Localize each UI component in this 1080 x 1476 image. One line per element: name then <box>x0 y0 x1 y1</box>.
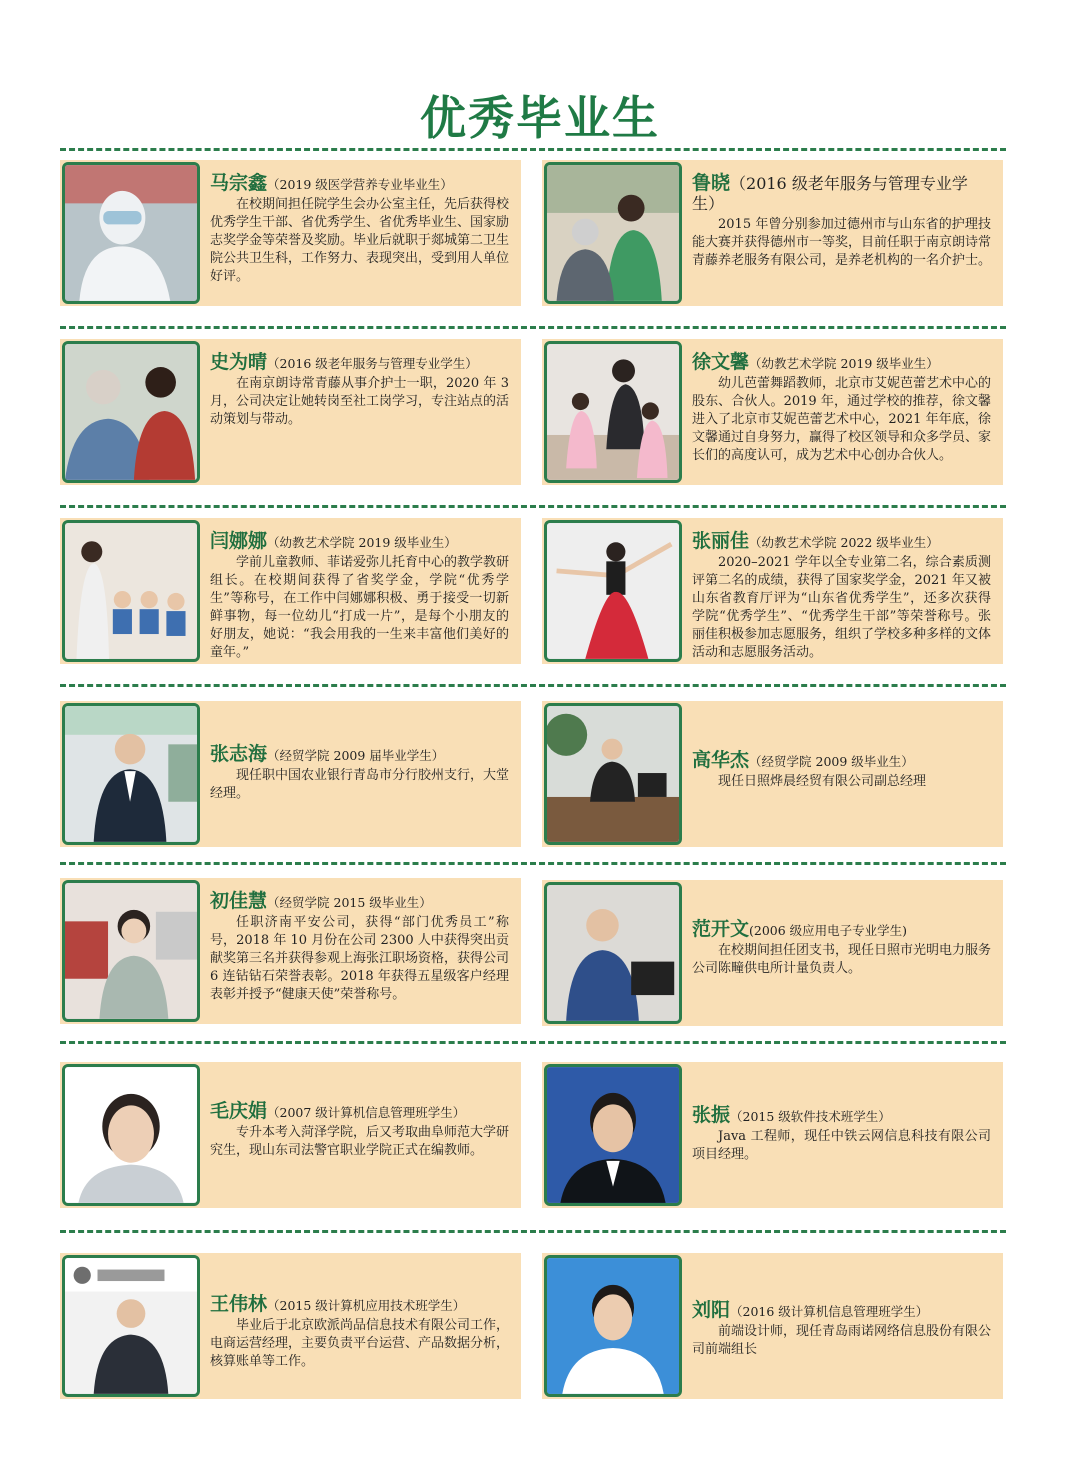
graduate-dept: （经贸学院 2015 级毕业生） <box>267 895 432 910</box>
graduate-name: 鲁晓 <box>692 172 731 194</box>
graduate-desc: Java 工程师，现任中铁云网信息科技有限公司项目经理。 <box>692 1129 991 1162</box>
graduate-dept: (2006 级应用电子专业学生) <box>749 923 908 938</box>
graduate-desc: 现任职中国农业银行青岛市分行胶州支行，大堂经理。 <box>210 768 510 801</box>
graduate-dept: （经贸学院 2009 届毕业学生） <box>267 748 445 763</box>
graduate-dept: （2016 级老年服务与管理专业学生） <box>692 174 968 213</box>
graduate-name: 张丽佳 <box>692 530 750 552</box>
graduate-desc: 在南京朗诗常青藤从事介护士一职，2020 年 3 月，公司决定让她转岗至社工岗学习，专注站点的活动策划与带动。 <box>210 376 510 427</box>
graduate-name: 初佳慧 <box>210 890 268 912</box>
graduate-card <box>542 1062 1003 1208</box>
graduate-card <box>542 701 1003 847</box>
graduate-desc: 2015 年曾分别参加过德州市与山东省的护理技能大赛并获得德州市一等奖，目前任职于南京朗诗常青藤养老服务有限公司，是养老机构的一名介护士。 <box>692 217 992 268</box>
graduate-dept: （2019 级医学营养专业毕业生） <box>267 177 453 192</box>
graduate-name: 张振 <box>692 1104 731 1126</box>
graduate-photo <box>544 1064 682 1206</box>
graduate-card <box>60 160 521 306</box>
graduate-desc: 前端设计师，现任青岛雨诺网络信息股份有限公司前端组长 <box>692 1324 992 1357</box>
graduate-card <box>60 1253 521 1399</box>
graduate-dept: （2015 级软件技术班学生） <box>730 1109 891 1124</box>
graduate-photo <box>62 162 200 304</box>
graduate-photo <box>544 341 682 483</box>
graduate-desc: 专升本考入菏泽学院，后又考取曲阜师范大学研究生，现山东司法警官职业学院正式在编教师。 <box>210 1125 510 1158</box>
graduate-card <box>60 878 521 1024</box>
graduate-card <box>542 880 1003 1026</box>
graduate-photo <box>62 1064 200 1206</box>
graduate-card <box>542 1253 1003 1399</box>
graduate-photo <box>62 703 200 845</box>
graduate-name: 毛庆娟 <box>210 1100 268 1122</box>
graduate-dept: （幼教艺术学院 2022 级毕业生） <box>749 535 939 550</box>
graduate-name: 徐文馨 <box>692 351 750 373</box>
graduate-photo <box>62 520 200 662</box>
graduate-dept: （2015 级计算机应用技术班学生） <box>267 1298 466 1313</box>
graduate-card <box>60 1062 521 1208</box>
graduate-card <box>60 701 521 847</box>
graduate-name: 闫娜娜 <box>210 530 268 552</box>
graduate-card <box>542 518 1003 664</box>
graduate-photo <box>544 1255 682 1397</box>
graduate-photo <box>62 341 200 483</box>
graduate-card <box>542 160 1003 306</box>
section-divider <box>60 505 1006 508</box>
section-divider <box>60 684 1006 687</box>
graduate-photo <box>544 520 682 662</box>
section-divider <box>60 148 1006 151</box>
graduate-name: 张志海 <box>210 743 268 765</box>
graduate-card <box>60 518 521 664</box>
graduate-photo <box>544 882 682 1024</box>
graduate-dept: （经贸学院 2009 级毕业生） <box>749 754 914 769</box>
graduate-name: 马宗鑫 <box>210 172 268 194</box>
graduate-photo <box>544 703 682 845</box>
graduate-desc: 学前儿童教师、菲诺爱弥儿托育中心的教学教研组长。在校期间获得了省奖学金，学院“优秀学生”等称号，在工作中闫娜娜积极、勇于接受一切新鲜事物，每一位幼儿“打成一片”，是每个小朋友的好朋友，她说：“我会用我的一生来丰富他们美好的童年。” <box>210 555 510 660</box>
section-divider <box>60 1041 1006 1044</box>
section-divider <box>60 862 1006 865</box>
graduate-dept: （幼教艺术学院 2019 级毕业生） <box>267 535 457 550</box>
graduate-desc: 2020–2021 学年以全专业第二名，综合素质测评第二名的成绩，获得了国家奖学金，2021 年又被山东省教育厅评为“山东省优秀学生”，还多次获得学院“优秀学生”、“优秀学生干部”等荣誉称号。张丽佳积极参加志愿服务，组织了学校多种多样的文体活动和志愿服务活动。 <box>692 555 992 660</box>
graduate-card <box>60 339 521 485</box>
graduate-desc: 幼儿芭蕾舞蹈教师，北京市艾妮芭蕾艺术中心的股东、合伙人。2019 年，通过学校的推荐，徐文馨进入了北京市艾妮芭蕾艺术中心，2021 年年底，徐文馨通过自身努力，赢得了校区领导和众多学员、家长们的高度认可，成为艺术中心创办合伙人。 <box>692 376 992 463</box>
section-divider <box>60 1230 1006 1233</box>
graduate-desc: 任职济南平安公司，获得“部门优秀员工”称号，2018 年 10 月份在公司 2300 人中获得突出贡献奖第三名并获得参观上海张江职场资格，获得公司 6 连钻钻石荣誉表彰。2018 年获得五星级客户经理表彰并授予“健康天使”荣誉称号。 <box>210 915 510 1002</box>
graduate-dept: （2007 级计算机信息管理班学生） <box>267 1105 466 1120</box>
graduate-card <box>542 339 1003 485</box>
graduate-desc: 在校期间担任院学生会办公室主任，先后获得校优秀学生干部、省优秀学生、省优秀毕业生、国家励志奖学金等荣誉及奖励。毕业后就职于郯城第二卫生院公共卫生科，工作努力、表现突出，受到用人单位好评。 <box>210 197 510 284</box>
graduate-desc: 现任日照烨晨经贸有限公司副总经理 <box>718 774 927 789</box>
graduate-desc: 在校期间担任团支书，现任日照市光明电力服务公司陈疃供电所计量负责人。 <box>692 943 992 976</box>
graduate-photo <box>62 880 200 1022</box>
graduate-name: 王伟林 <box>210 1293 268 1315</box>
graduate-photo <box>62 1255 200 1397</box>
graduate-name: 刘阳 <box>692 1299 731 1321</box>
graduate-name: 史为晴 <box>210 351 268 373</box>
graduate-desc: 毕业后于北京欧派尚品信息技术有限公司工作，电商运营经理，主要负责平台运营、产品数据分析，核算账单等工作。 <box>210 1318 510 1369</box>
section-divider <box>60 326 1006 329</box>
graduate-name: 范开文 <box>692 918 750 940</box>
graduate-name: 高华杰 <box>692 749 750 771</box>
graduate-dept: （幼教艺术学院 2019 级毕业生） <box>749 356 939 371</box>
graduate-photo <box>544 162 682 304</box>
graduate-dept: （2016 级计算机信息管理班学生） <box>730 1304 929 1319</box>
page-title: 优秀毕业生 <box>420 91 660 145</box>
graduate-dept: （2016 级老年服务与管理专业学生） <box>267 356 478 371</box>
